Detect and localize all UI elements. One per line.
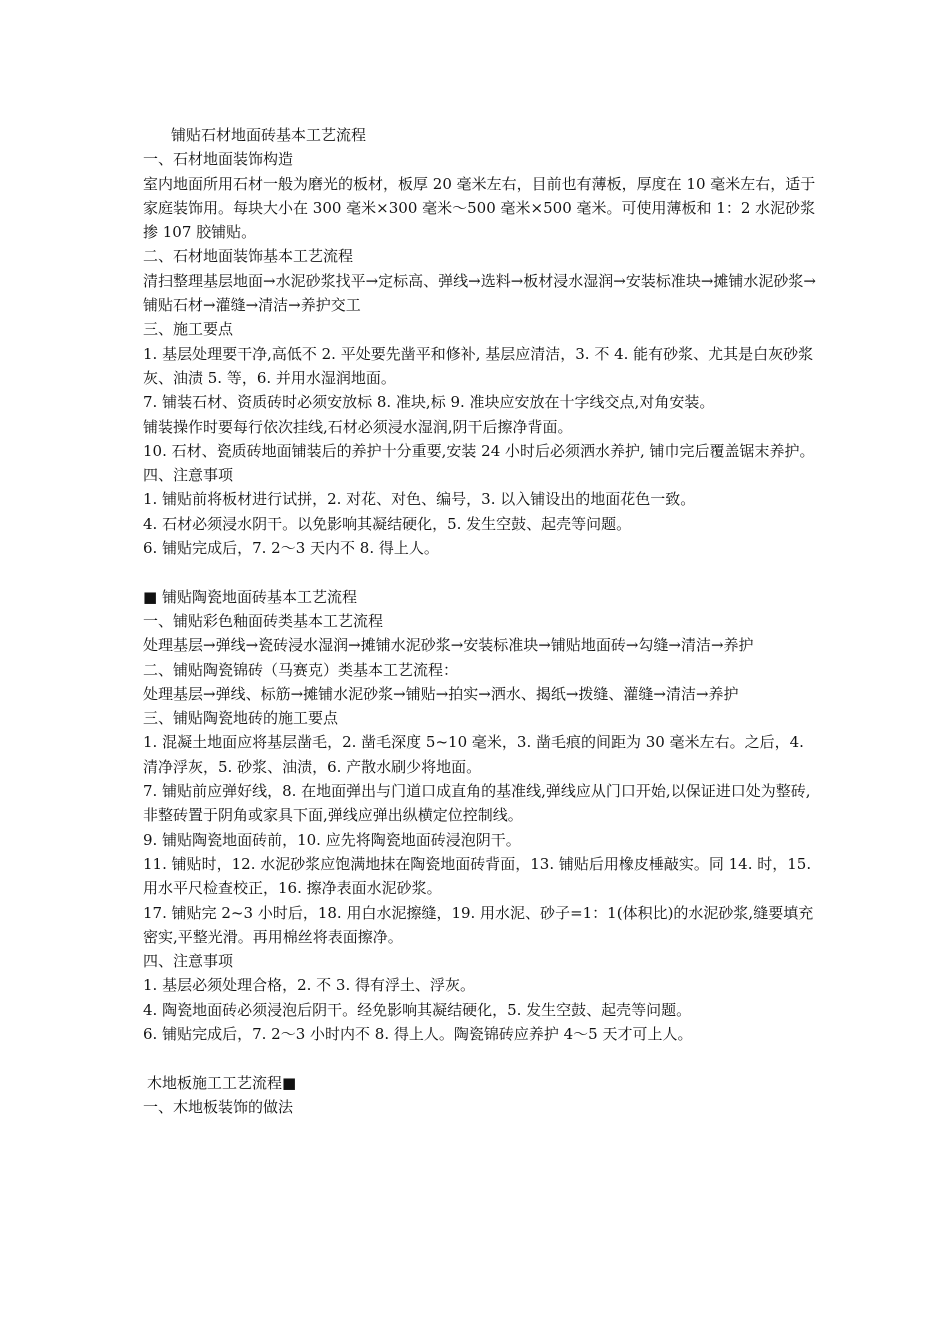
paragraph-stone-process-flow: 清扫整理基层地面→水泥砂浆找平→定标高、弹线→选料→板材浸水湿润→安装标准块→摊铺水泥砂浆→铺贴石材→灌缝→清洁→养护交工 <box>143 271 816 315</box>
paragraph-mosaic-flow: 处理基层→弹线、标筋→摊铺水泥砂浆→铺贴→拍实→洒水、揭纸→拨缝、灌缝→清洁→养护 <box>143 684 739 703</box>
paragraph-stone-description: 室内地面所用石材一般为磨光的板材，板厚 20 毫米左右，目前也有薄板，厚度在 10 毫米左右，适于家庭装饰用。每块大小在 300 毫米×300 毫米～500 毫米×500 毫米。可使用薄板和 1：2 水泥砂浆掺 107 胶铺贴。 <box>143 174 816 242</box>
paragraph-stone-point-1: 1. 基层处理要干净,高低不 2. 平处要先凿平和修补, 基层应清洁，3. 不 4. 能有砂浆、尤其是白灰砂浆灰、油渍 5. 等，6. 并用水湿润地面。 <box>143 344 814 387</box>
paragraph-ceramic-point-9: 9. 铺贴陶瓷地面砖前，10. 应先将陶瓷地面砖浸泡阴干。 <box>143 830 521 849</box>
paragraph-glazed-tile-flow: 处理基层→弹线→瓷砖浸水湿润→摊铺水泥砂浆→安装标准块→铺贴地面砖→勾缝→清洁→养护 <box>143 636 754 655</box>
section-title-stone: 铺贴石材地面砖基本工艺流程 <box>171 126 367 144</box>
paragraph-ceramic-point-1: 1. 混凝土地面应将基层凿毛，2. 凿毛深度 5~10 毫米，3. 凿毛痕的间距为 30 毫米左右。之后，4. 清净浮灰，5. 砂浆、油渍，6. 产散水刷少将地面。 <box>143 733 804 776</box>
heading-ceramic-notes: 四、注意事项 <box>143 952 234 971</box>
heading-mosaic-process: 二、铺贴陶瓷锦砖（马赛克）类基本工艺流程： <box>143 660 459 679</box>
section-spacer <box>143 560 823 584</box>
paragraph-stone-point-laying: 铺装操作时要每行依次挂线,石材必须浸水湿润,阴干后擦净背面。 <box>143 417 573 436</box>
paragraph-stone-point-7: 7. 铺装石材、资质砖时必须安放标 8. 准块,标 9. 准块应安放在十字线交点,对角安装。 <box>143 393 715 412</box>
paragraph-stone-note-1: 1. 铺贴前将板材进行试拼，2. 对花、对色、编号，3. 以入铺设出的地面花色一致。 <box>143 490 696 509</box>
heading-stone-structure: 一、石材地面装饰构造 <box>143 150 294 169</box>
paragraph-stone-note-6: 6. 铺贴完成后，7. 2～3 天内不 8. 得上人。 <box>143 539 439 558</box>
heading-stone-process: 二、石材地面装饰基本工艺流程 <box>143 247 354 266</box>
heading-ceramic-key-points: 三、铺贴陶瓷地砖的施工要点 <box>143 709 339 728</box>
paragraph-ceramic-note-6: 6. 铺贴完成后，7. 2～3 小时内不 8. 得上人。陶瓷锦砖应养护 4～5 天才可上人。 <box>143 1024 693 1043</box>
heading-wood-floor-method: 一、木地板装饰的做法 <box>143 1097 294 1116</box>
heading-stone-key-points: 三、施工要点 <box>143 320 234 339</box>
paragraph-stone-note-4: 4. 石材必须浸水阴干。以免影响其凝结硬化，5. 发生空鼓、起壳等问题。 <box>143 514 632 533</box>
paragraph-ceramic-point-17: 17. 铺贴完 2~3 小时后，18. 用白水泥擦缝，19. 用水泥、砂子=1：1(体积比)的水泥砂浆,缝要填充密实,平整光滑。再用棉丝将表面擦净。 <box>143 903 814 946</box>
document-body <box>143 123 823 1119</box>
paragraph-ceramic-point-11: 11. 铺贴时，12. 水泥砂浆应饱满地抹在陶瓷地面砖背面，13. 铺贴后用橡皮棰敲实。同 14. 时，15. 用水平尺检查校正，16. 擦净表面水泥砂浆。 <box>143 854 812 898</box>
heading-glazed-tile-process: 一、铺贴彩色釉面砖类基本工艺流程 <box>143 611 384 630</box>
section-title-wood-floor: 木地板施工工艺流程■ <box>147 1073 297 1092</box>
section-spacer <box>143 1046 823 1070</box>
paragraph-ceramic-note-1: 1. 基层必须处理合格，2. 不 3. 得有浮土、浮灰。 <box>143 976 476 995</box>
paragraph-ceramic-note-4: 4. 陶瓷地面砖必须浸泡后阴干。经免影响其凝结硬化，5. 发生空鼓、起壳等问题。 <box>143 1000 692 1019</box>
section-title-ceramic: ■ 铺贴陶瓷地面砖基本工艺流程 <box>143 587 357 606</box>
paragraph-stone-point-10: 10. 石材、瓷质砖地面铺装后的养护十分重要,安装 24 小时后必须洒水养护, 铺巾完后覆盖锯末养护。 <box>143 441 815 460</box>
paragraph-ceramic-point-7: 7. 铺贴前应弹好线，8. 在地面弹出与门道口成直角的基准线,弹线应从门口开始,以保证进口处为整砖,非整砖置于阴角或家具下面,弹线应弹出纵横定位控制线。 <box>143 782 811 825</box>
heading-stone-notes: 四、注意事项 <box>143 466 234 485</box>
